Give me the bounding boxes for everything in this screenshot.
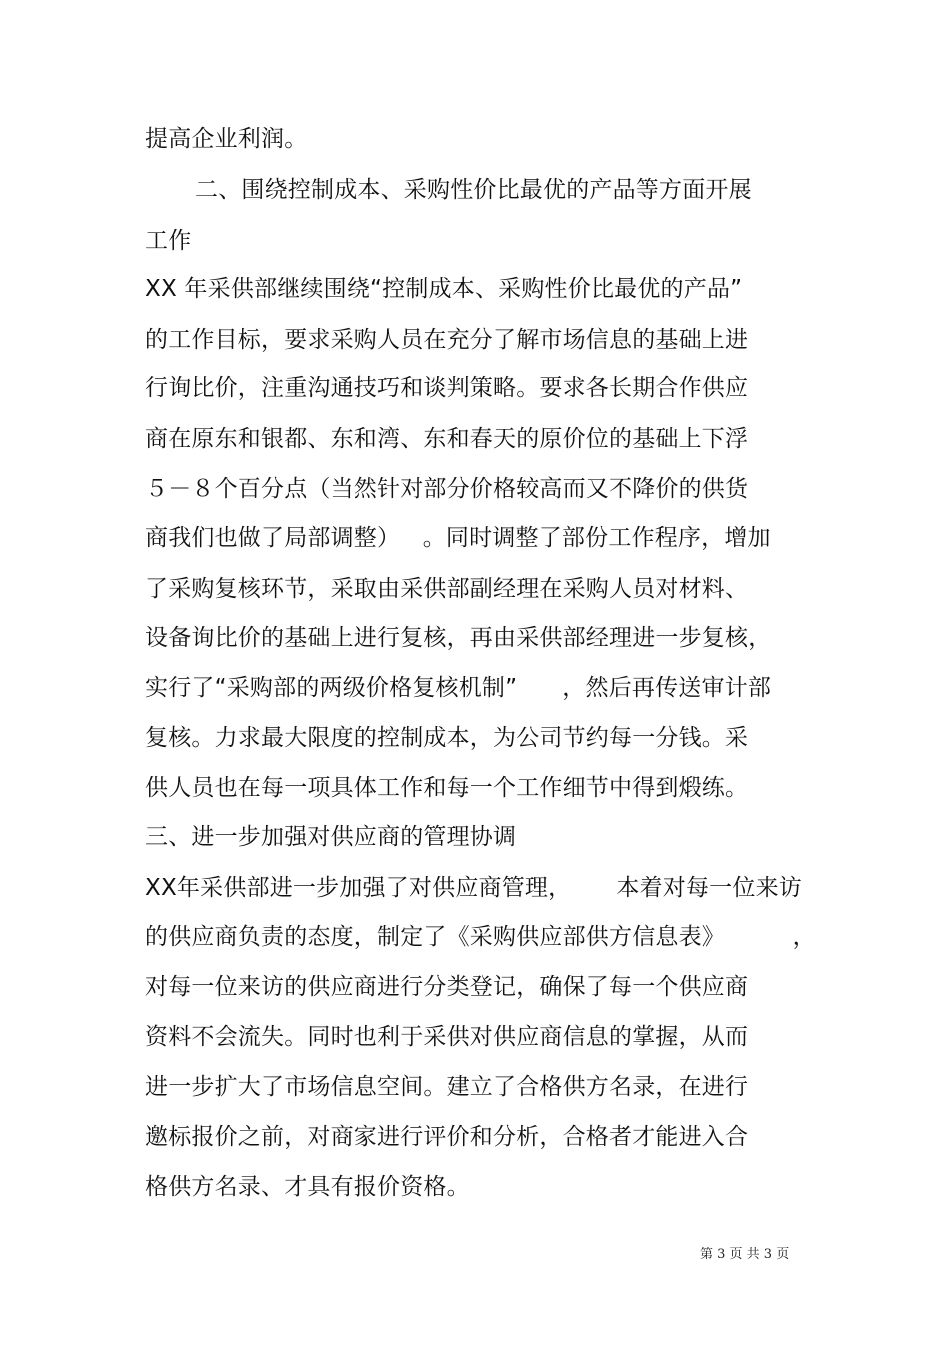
text-line: ５－８个百分点（当然针对部分价格较高而又不降价的供货	[145, 476, 749, 502]
text-line: 设备询比价的基础上进行复核，再由采供部经理进一步复核，	[145, 625, 772, 651]
text-line: 对每一位来访的供应商进行分类登记，确保了每一个供应商	[145, 974, 749, 1000]
section-heading: 二、围绕控制成本、采购性价比最优的产品等方面开展	[195, 177, 752, 203]
text-line: XX 年采供部继续围绕“控制成本、采购性价比最优的产品”	[145, 276, 743, 302]
text-line: 格供方名录、才具有报价资格。	[145, 1174, 470, 1200]
text-line: 实行了“采购部的两级价格复核机制” ，然后再传送审计部	[145, 675, 772, 701]
text-line: 资料不会流失。同时也利于采供对供应商信息的掌握，从而	[145, 1024, 749, 1050]
text-line: 行询比价，注重沟通技巧和谈判策略。要求各长期合作供应	[145, 375, 749, 401]
text-line: 商我们也做了局部调整） 。同时调整了部份工作程序，增加	[145, 525, 771, 551]
text-line: 提高企业利润。	[145, 126, 308, 152]
section-heading-continued: 工作	[145, 228, 192, 254]
section-heading: 三、进一步加强对供应商的管理协调	[145, 824, 517, 850]
text-line: 的供应商负责的态度，制定了《采购供应部供方信息表》 ，	[145, 924, 816, 950]
text-line: 了采购复核环节，采取由采供部副经理在采购人员对材料、	[145, 576, 749, 602]
text-line: 邀标报价之前，对商家进行评价和分析，合格者才能进入合	[145, 1124, 749, 1150]
text-line: 进一步扩大了市场信息空间。建立了合格供方名录，在进行	[145, 1074, 749, 1100]
text-line: 商在原东和银都、东和湾、东和春天的原价位的基础上下浮	[145, 426, 749, 452]
text-line: XX年采供部进一步加强了对供应商管理， 本着对每一位来访	[145, 875, 802, 901]
page-number-footer: 第 3 页 共 3 页	[700, 1247, 790, 1262]
text-line: 复核。力求最大限度的控制成本，为公司节约每一分钱。采	[145, 725, 749, 751]
text-line: 的工作目标，要求采购人员在充分了解市场信息的基础上进	[145, 327, 749, 353]
text-line: 供人员也在每一项具体工作和每一个工作细节中得到煅练。	[145, 775, 749, 801]
